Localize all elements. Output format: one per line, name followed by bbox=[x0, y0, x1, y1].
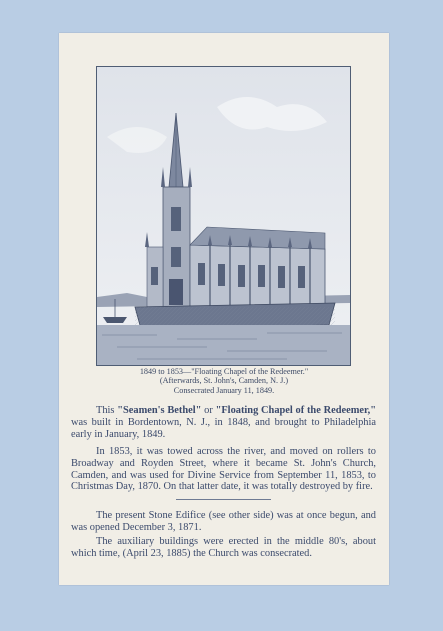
p1-mid: or bbox=[201, 405, 216, 416]
postcard bbox=[59, 33, 389, 585]
paragraph-stone-edifice: The present Stone Edifice (see other side) was at once begun, and was opened December 3, 1871. bbox=[71, 510, 376, 534]
caption-line-2: (Afterwards, St. John's, Camden, N. J.) bbox=[159, 376, 289, 386]
divider-rule bbox=[176, 499, 271, 500]
caption-line-1: 1849 to 1853—"Floating Chapel of the Redeemer." bbox=[139, 367, 309, 376]
paragraph-auxiliary-buildings: The auxiliary buildings were erected in the middle 80's, about which time, (April 23, 1885) the Church was consecrated. bbox=[71, 536, 376, 560]
church-illustration bbox=[96, 66, 351, 366]
paragraph-1853: In 1853, it was towed across the river, and moved on rollers to Broadway and Royden Street, where it became St. John's Church, Camden, and was used for Divine Service from September 11, 1853, to Christmas Day, 1870. On that latter date, it was totally destroyed by fire. bbox=[71, 445, 376, 493]
caption-line-3: Consecrated January 11, 1849. bbox=[173, 385, 275, 395]
chapel-engraving bbox=[97, 67, 350, 365]
p1-post: was built in Bordentown, N. J., in 1848, and brought to Philadelphia early in January, 1849. bbox=[71, 416, 376, 440]
p1-bold-seamens-bethel: "Seamen's Bethel" bbox=[117, 405, 202, 416]
p1-pre: This bbox=[96, 405, 118, 416]
p1-bold-floating-chapel: "Floating Chapel of the Redeemer," bbox=[215, 405, 376, 416]
paragraph-seamens-bethel bbox=[71, 405, 376, 441]
history-text bbox=[71, 405, 376, 565]
illustration-caption bbox=[79, 367, 369, 395]
